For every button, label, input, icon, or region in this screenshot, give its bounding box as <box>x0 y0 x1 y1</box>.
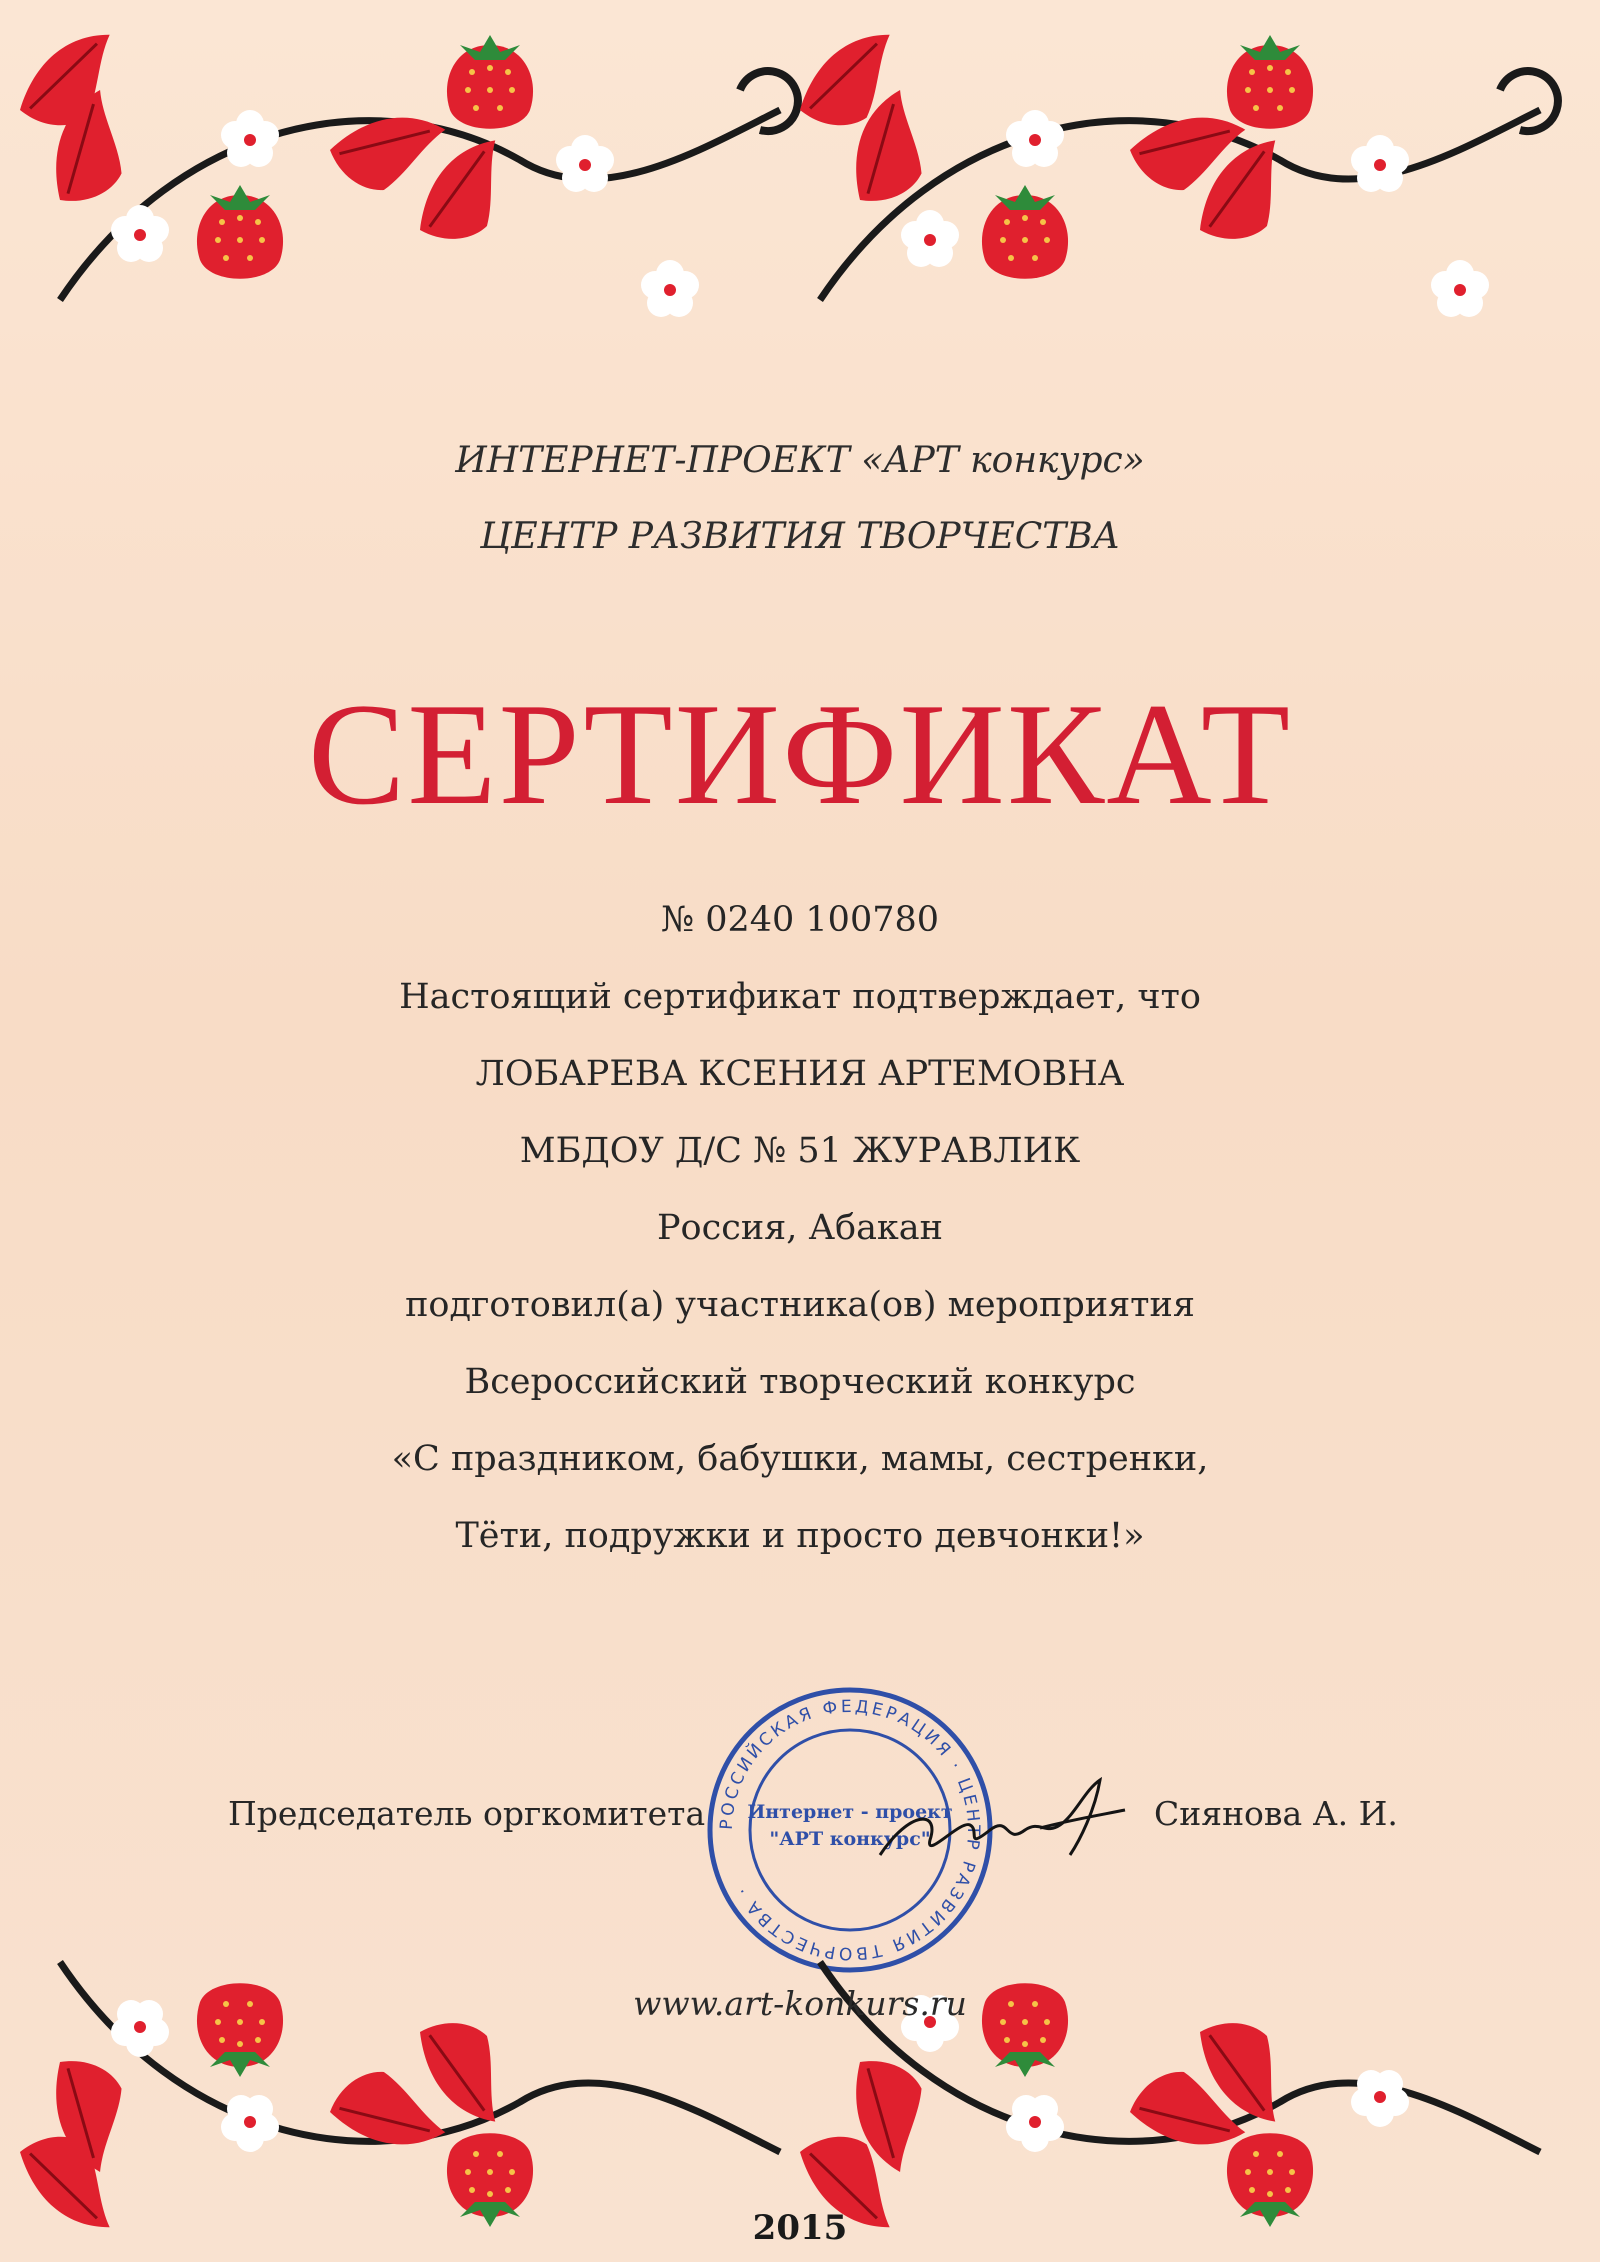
location: Россия, Абакан <box>657 1208 943 1248</box>
recipient-name: ЛОБАРЕВА КСЕНИЯ АРТЕМОВНА <box>475 1054 1125 1094</box>
stamp-outer-text: РОССИЙСКАЯ ФЕДЕРАЦИЯ · ЦЕНТР РАЗВИТИЯ ТВОРЧЕСТВА · <box>716 1696 984 1964</box>
prepared-text: подготовил(а) участника(ов) мероприятия <box>405 1285 1195 1325</box>
year: 2015 <box>752 2208 848 2248</box>
event-name-line-1: «С праздником, бабушки, мамы, сестренки, <box>391 1439 1209 1479</box>
project-title: ИНТЕРНЕТ-ПРОЕКТ «АРТ конкурс» <box>455 440 1145 481</box>
certificate-title: СЕРТИФИКАТ <box>307 673 1293 835</box>
chairman-name: Сиянова А. И. <box>1154 1794 1398 1833</box>
event-type: Всероссийский творческий конкурс <box>464 1362 1136 1402</box>
handwritten-signature <box>870 1770 1130 1880</box>
chairman-label: Председатель оргкомитета <box>228 1794 706 1833</box>
organization: МБДОУ Д/С № 51 ЖУРАВЛИК <box>519 1131 1081 1171</box>
stamp-inner-line-2: "АРТ конкурс" <box>769 1828 931 1850</box>
top-ornament <box>0 0 1600 340</box>
stamp-inner-line-1: Интернет - проект <box>747 1801 953 1823</box>
event-name-line-2: Тёти, подружки и просто девчонки!» <box>455 1516 1145 1556</box>
center-title: ЦЕНТР РАЗВИТИЯ ТВОРЧЕСТВА <box>479 516 1121 557</box>
website-link[interactable]: www.art-konkurs.ru <box>633 1984 967 2023</box>
certificate-number: № 0240 100780 <box>660 900 940 940</box>
confirm-text: Настоящий сертификат подтверждает, что <box>399 977 1201 1017</box>
